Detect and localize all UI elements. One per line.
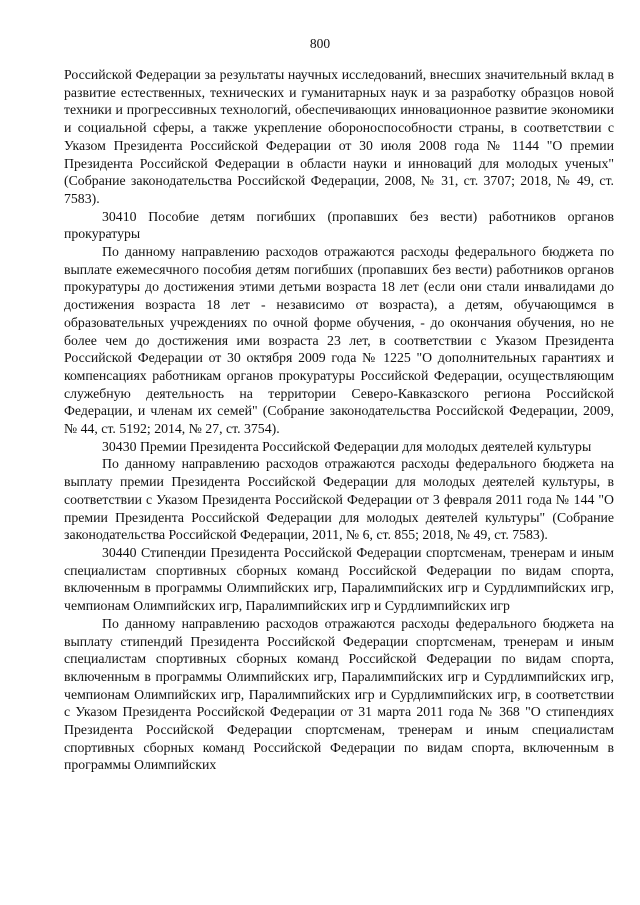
- document-body: [64, 66, 614, 774]
- section-heading-30430: 30430 Премии Президента Российской Федерации для молодых деятелей культуры: [102, 438, 592, 454]
- section-heading-30440: 30440 Стипендии Президента Российской Федерации спортсменам, тренерам и иным специалистам спортивных сборных команд Российской Федерации по видам спорта, включенным в программы Олимпийских игр, Паралимпийских игр и Сурдлимпийских игр, чемпионам Олимпийских игр, Паралимпийских игр и Сурдлимпийских игр: [64, 544, 614, 614]
- paragraph-continuation: Российской Федерации за результаты научных исследований, внесших значительный вклад в развитие естественных, технических и гуманитарных наук и за разработку образцов новой техники и прогрессивных технологий, обеспечивающих инновационное развитие экономики и социальной сферы, а также укрепление обороноспособности страны, в соответствии с Указом Президента Российской Федерации от 30 июля 2008 года № 1144 "О премии Президента Российской Федерации в области науки и инноваций для молодых ученых" (Собрание законодательства Российской Федерации, 2008, № 31, ст. 3707; 2018, № 49, ст. 7583).: [64, 67, 614, 206]
- paragraph-30440-description: По данному направлению расходов отражаются расходы федерального бюджета на выплату стипендий Президента Российской Федерации спортсменам, тренерам и иным специалистам спортивных сборных команд Российской Федерации по видам спорта, включенным в программы Олимпийских игр, Паралимпийских игр и Сурдлимпийских игр, чемпионам Олимпийских игр, Паралимпийских игр и Сурдлимпийских игр, в соответствии с Указом Президента Российской Федерации от 31 марта 2011 года № 368 "О стипендиях Президента Российской Федерации спортсменам, тренерам и иным специалистам спортивных сборных команд Российской Федерации по видам спорта, включенным в программы Олимпийских: [64, 615, 614, 773]
- page-number: 800: [309, 36, 331, 51]
- paragraph-30410-description: По данному направлению расходов отражаются расходы федерального бюджета по выплате ежемесячного пособия детям погибших (пропавших без вести) работников органов прокуратуры до достижения этими детьми возраста 18 лет (если они стали инвалидами до достижения возраста 18 лет - независимо от возраста), а детям, обучающимся в образовательных учреждениях по очной форме обучения, - до окончания обучения, но не более чем до достижения ими возраста 23 лет, в соответствии с Указом Президента Российской Федерации от 30 октября 2009 года № 1225 "О дополнительных гарантиях и компенсациях работникам органов прокуратуры Российской Федерации, осуществляющим служебную деятельность на территории Северо-Кавказского региона Российской Федерации, и членам их семей" (Собрание законодательства Российской Федерации, 2009, № 44, ст. 5192; 2014, № 27, ст. 3754).: [64, 244, 614, 437]
- paragraph-30430-description: По данному направлению расходов отражаются расходы федерального бюджета на выплату премии Президента Российской Федерации для молодых деятелей культуры, в соответствии с Указом Президента Российской Федерации от 3 февраля 2011 года № 144 "О премии Президента Российской Федерации для молодых деятелей культуры" (Собрание законодательства Российской Федерации, 2011, № 6, ст. 855; 2018, № 49, ст. 7583).: [64, 456, 614, 543]
- section-heading-30410: 30410 Пособие детям погибших (пропавших без вести) работников органов прокуратуры: [64, 208, 614, 242]
